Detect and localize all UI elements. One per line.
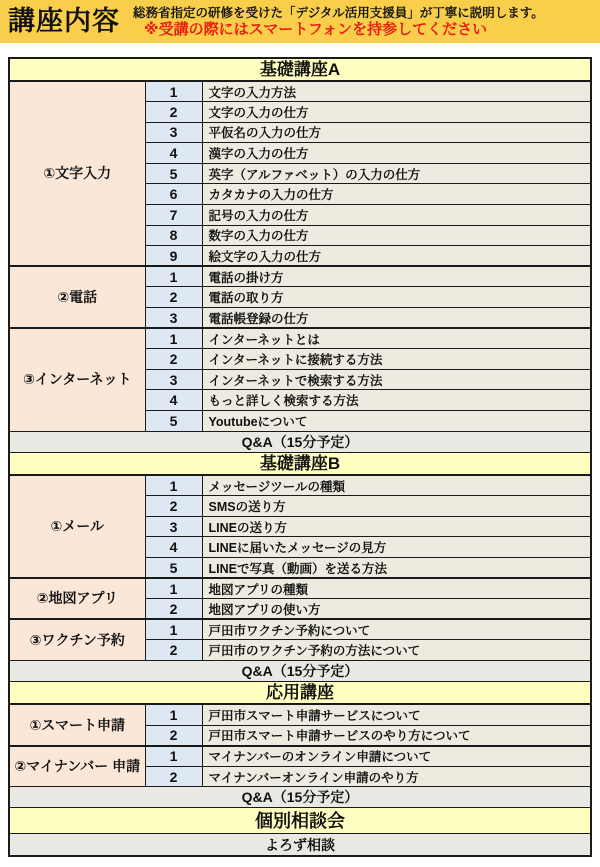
- item-number: 1: [145, 619, 202, 640]
- section-footer: よろず相談: [9, 834, 591, 856]
- item-number: 1: [145, 746, 202, 767]
- table-row: [9, 704, 591, 725]
- category-cell: ③ワクチン予約: [9, 619, 145, 660]
- item-number: 3: [145, 308, 202, 329]
- item-number: 2: [145, 349, 202, 370]
- table-row: [9, 619, 591, 640]
- item-label: 戸田市スマート申請サービスについて: [202, 704, 591, 725]
- course-table-body: [9, 58, 591, 856]
- page-title: 講座内容: [8, 6, 120, 36]
- item-number: 8: [145, 225, 202, 246]
- item-label: 文字の入力の仕方: [202, 102, 591, 123]
- category-cell: ①文字入力: [9, 81, 145, 266]
- item-label: 絵文字の入力の仕方: [202, 246, 591, 267]
- item-label: LINEに届いたメッセージの見方: [202, 537, 591, 558]
- category-cell: ②地図アプリ: [9, 578, 145, 619]
- item-number: 4: [145, 537, 202, 558]
- item-label: 記号の入力の仕方: [202, 205, 591, 226]
- section-header-row: [9, 452, 591, 475]
- banner-notice: ※受講の際にはスマートフォンを持参してください: [144, 21, 488, 39]
- table-row: [9, 266, 591, 287]
- course-table-container: [8, 57, 592, 857]
- section-header: 個別相談会: [9, 808, 591, 834]
- item-label: 漢字の入力の仕方: [202, 143, 591, 164]
- section-footer-row: [9, 431, 591, 452]
- item-label: 戸田市スマート申請サービスのやり方について: [202, 725, 591, 746]
- item-number: 1: [145, 328, 202, 349]
- item-label: インターネットに接続する方法: [202, 349, 591, 370]
- item-number: 7: [145, 205, 202, 226]
- item-label: メッセージツールの種類: [202, 475, 591, 496]
- item-label: Youtubeについて: [202, 411, 591, 432]
- item-number: 2: [145, 102, 202, 123]
- item-label: インターネットで検索する方法: [202, 369, 591, 390]
- item-label: マイナンバーオンライン申請のやり方: [202, 766, 591, 787]
- item-number: 6: [145, 184, 202, 205]
- item-label: 電話帳登録の仕方: [202, 308, 591, 329]
- section-header: 応用講座: [9, 681, 591, 704]
- course-table: [8, 57, 592, 857]
- table-row: [9, 475, 591, 496]
- item-label: LINEで写真（動画）を送る方法: [202, 557, 591, 578]
- item-label: カタカナの入力の仕方: [202, 184, 591, 205]
- item-label: 電話の取り方: [202, 287, 591, 308]
- item-label: インターネットとは: [202, 328, 591, 349]
- item-label: LINEの送り方: [202, 516, 591, 537]
- item-number: 5: [145, 557, 202, 578]
- item-number: 2: [145, 725, 202, 746]
- section-header-row: [9, 808, 591, 834]
- item-label: 数字の入力の仕方: [202, 225, 591, 246]
- item-label: 地図アプリの使い方: [202, 599, 591, 620]
- item-label: 地図アプリの種類: [202, 578, 591, 599]
- banner-description: 総務省指定の研修を受けた「デジタル活用支援員」が丁寧に説明します。: [133, 5, 544, 20]
- table-row: [9, 578, 591, 599]
- item-number: 2: [145, 496, 202, 517]
- item-number: 1: [145, 475, 202, 496]
- item-label: 電話の掛け方: [202, 266, 591, 287]
- item-number: 1: [145, 266, 202, 287]
- section-footer-row: [9, 787, 591, 808]
- item-label: もっと詳しく検索する方法: [202, 390, 591, 411]
- item-number: 2: [145, 599, 202, 620]
- category-cell: ③インターネット: [9, 328, 145, 431]
- section-footer-row: [9, 660, 591, 681]
- item-label: 英字（アルファベット）の入力の仕方: [202, 163, 591, 184]
- item-number: 2: [145, 287, 202, 308]
- item-number: 5: [145, 163, 202, 184]
- category-cell: ②マイナンバー 申請: [9, 746, 145, 787]
- table-row: [9, 746, 591, 767]
- section-header: 基礎講座B: [9, 452, 591, 475]
- item-number: 1: [145, 81, 202, 102]
- category-cell: ①スマート申請: [9, 704, 145, 745]
- category-cell: ②電話: [9, 266, 145, 328]
- banner-subtext: [133, 5, 544, 39]
- page-banner: [0, 0, 600, 43]
- item-number: 3: [145, 369, 202, 390]
- item-number: 1: [145, 578, 202, 599]
- item-number: 9: [145, 246, 202, 267]
- item-number: 1: [145, 704, 202, 725]
- item-number: 2: [145, 640, 202, 661]
- item-label: 文字の入力方法: [202, 81, 591, 102]
- section-footer: Q&A（15分予定）: [9, 787, 591, 808]
- item-number: 5: [145, 411, 202, 432]
- item-label: マイナンバーのオンライン申請について: [202, 746, 591, 767]
- item-label: 戸田市ワクチン予約について: [202, 619, 591, 640]
- item-number: 4: [145, 390, 202, 411]
- item-label: SMSの送り方: [202, 496, 591, 517]
- item-number: 3: [145, 516, 202, 537]
- table-row: [9, 328, 591, 349]
- item-label: 戸田市のワクチン予約の方法について: [202, 640, 591, 661]
- table-row: [9, 81, 591, 102]
- section-footer: Q&A（15分予定）: [9, 431, 591, 452]
- item-number: 2: [145, 766, 202, 787]
- item-number: 3: [145, 122, 202, 143]
- item-label: 平仮名の入力の仕方: [202, 122, 591, 143]
- section-header-row: [9, 58, 591, 81]
- section-header: 基礎講座A: [9, 58, 591, 81]
- section-footer: Q&A（15分予定）: [9, 660, 591, 681]
- section-footer-row: [9, 834, 591, 856]
- section-header-row: [9, 681, 591, 704]
- category-cell: ①メール: [9, 475, 145, 578]
- item-number: 4: [145, 143, 202, 164]
